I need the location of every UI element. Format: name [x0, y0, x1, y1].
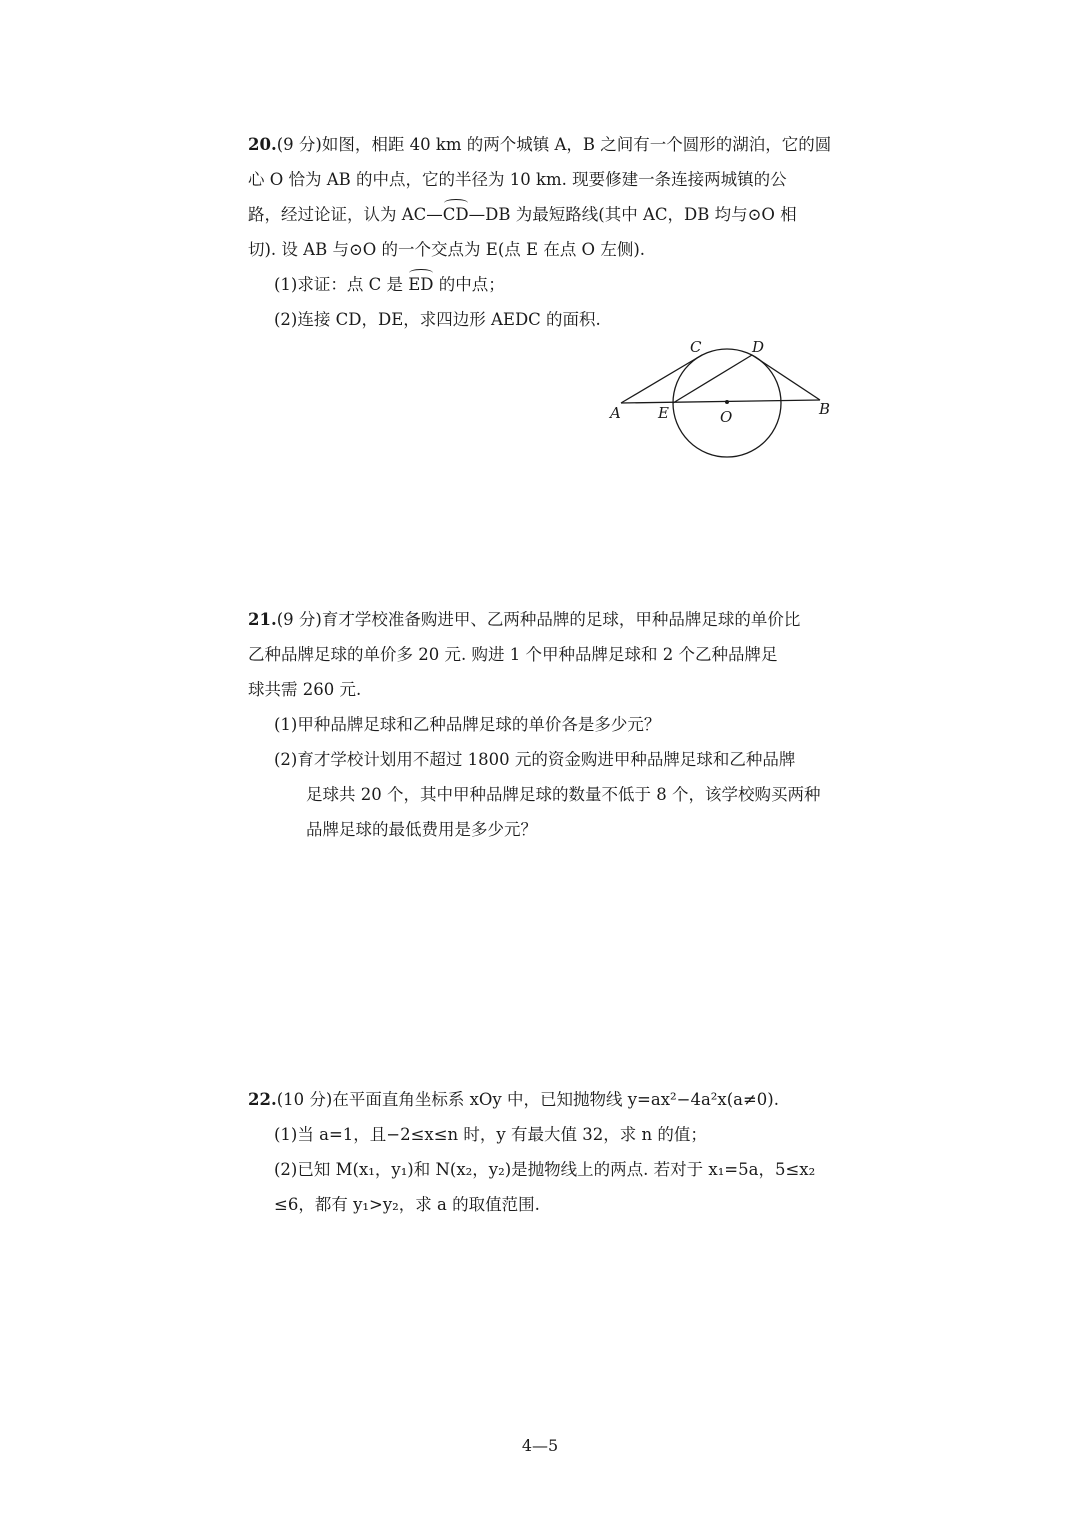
page-number: 4—5 [521, 1436, 559, 1455]
label-o: O [720, 408, 733, 426]
segment-db [752, 355, 820, 400]
problem-21 [248, 602, 848, 847]
problem-20-question-2: (2)连接 CD，DE，求四边形 AEDC 的面积. [274, 310, 601, 329]
problem-number: 21. [248, 610, 277, 629]
problem-21-line-2: 乙种品牌足球的单价多 20 元. 购进 1 个甲种品牌足球和 2 个乙种品牌足 [248, 645, 778, 664]
problem-22-line-1: 22.(10 分)在平面直角坐标系 xOy 中，已知抛物线 y=ax²−4a²x(a≠0). [248, 1090, 779, 1109]
problem-22 [248, 1082, 848, 1222]
problem-20-line-4: 切). 设 AB 与⊙O 的一个交点为 E(点 E 在点 O 左侧). [248, 240, 646, 259]
problem-21-question-1: (1)甲种品牌足球和乙种品牌足球的单价各是多少元？ [274, 715, 661, 734]
point-o [725, 400, 729, 404]
problem-21-question-2-cont: 足球共 20 个，其中甲种品牌足球的数量不低于 8 个，该学校购买两种 [306, 785, 821, 804]
problem-number: 22. [248, 1090, 277, 1109]
segment-ac [621, 355, 702, 403]
geometry-figure [600, 330, 850, 470]
problem-22-question-2: (2)已知 M(x₁，y₁)和 N(x₂，y₂)是抛物线上的两点. 若对于 x₁=5a，5≤x₂ [274, 1160, 816, 1179]
arc-cd: CD [443, 197, 469, 232]
problem-20-question-1: (1)求证：点 C 是 ED 的中点； [248, 267, 848, 302]
label-b: B [819, 400, 831, 418]
problem-20-line-2: 心 O 恰为 AB 的中点，它的半径为 10 km. 现要修建一条连接两城镇的公 [248, 170, 787, 189]
label-a: A [610, 404, 621, 422]
problem-21-question-2-cont: 品牌足球的最低费用是多少元？ [306, 820, 537, 839]
problem-22-question-1: (1)当 a=1，且−2≤x≤n 时，y 有最大值 32，求 n 的值； [274, 1125, 707, 1144]
problem-20-line-3: 路，经过论证，认为 AC—CD—DB 为最短路线(其中 AC，DB 均与⊙O 相 [248, 197, 848, 232]
problem-21-line-1: 21.(9 分)育才学校准备购进甲、乙两种品牌的足球，甲种品牌足球的单价比 [248, 610, 801, 629]
label-e: E [658, 404, 669, 422]
segment-ab [621, 400, 820, 403]
problem-number: 20. [248, 135, 277, 154]
label-c: C [690, 338, 702, 356]
problem-20 [248, 127, 848, 337]
problem-22-question-2-cont: ≤6，都有 y₁>y₂，求 a 的取值范围. [274, 1195, 540, 1214]
problem-21-question-2: (2)育才学校计划用不超过 1800 元的资金购进甲种品牌足球和乙种品牌 [274, 750, 796, 769]
problem-21-line-3: 球共需 260 元. [248, 680, 362, 699]
label-d: D [752, 338, 765, 356]
segment-de [673, 355, 752, 403]
problem-20-line-1: 20.(9 分)如图，相距 40 km 的两个城镇 A，B 之间有一个圆形的湖泊，它的圆 [248, 135, 832, 154]
arc-ed: ED [408, 267, 433, 302]
